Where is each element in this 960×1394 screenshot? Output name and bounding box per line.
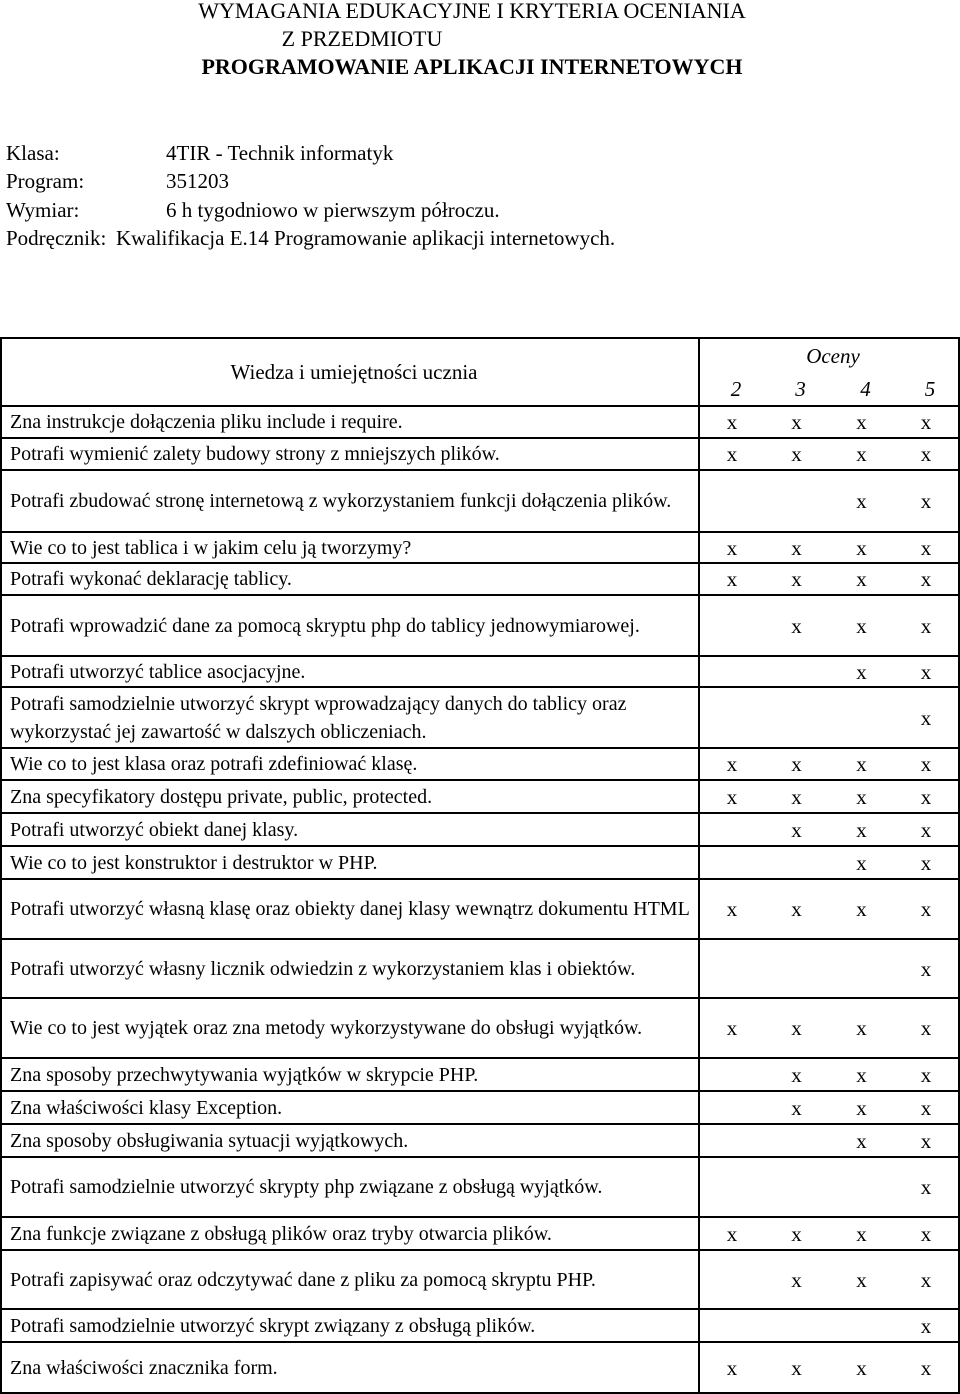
meta-program-label: Program: xyxy=(6,169,85,193)
grade-5-mark: x xyxy=(894,998,959,1058)
grade-5-header: 5 xyxy=(894,372,959,406)
grade-2-mark xyxy=(699,1058,764,1091)
requirement-text: Zna właściwości znacznika form. xyxy=(1,1342,699,1393)
grade-3-mark: x xyxy=(764,532,829,563)
table-row xyxy=(1,998,959,1058)
requirement-text: Potrafi zbudować stronę internetową z wykorzystaniem funkcji dołączenia plików. xyxy=(1,470,699,532)
grade-4-mark: x xyxy=(829,748,894,780)
requirement-text: Potrafi wymienić zalety budowy strony z mniejszych plików. xyxy=(1,438,699,470)
grade-3-mark: x xyxy=(764,1091,829,1124)
grade-3-mark xyxy=(764,687,829,748)
meta-program-value: 351203 xyxy=(166,169,229,193)
table-row xyxy=(1,939,959,998)
grade-2-mark xyxy=(699,1157,764,1217)
meta-podrecznik-label: Podręcznik: xyxy=(6,226,107,250)
requirement-text: Zna instrukcje dołączenia pliku include i require. xyxy=(1,406,699,438)
meta-klasa-value: 4TIR - Technik informatyk xyxy=(166,141,394,165)
grade-5-mark: x xyxy=(894,687,959,748)
grade-4-mark: x xyxy=(829,406,894,438)
grade-2-mark xyxy=(699,687,764,748)
grade-2-mark xyxy=(699,939,764,998)
table-row xyxy=(1,656,959,687)
requirement-text: Zna sposoby obsługiwania sytuacji wyjątkowych. xyxy=(1,1124,699,1157)
document-title-line3: PROGRAMOWANIE APLIKACJI INTERNETOWYCH xyxy=(201,54,743,79)
requirement-text: Potrafi utworzyć obiekt danej klasy. xyxy=(1,813,699,846)
grade-2-mark xyxy=(699,470,764,532)
grade-2-mark: x xyxy=(699,532,764,563)
grades-header: Oceny xyxy=(699,338,959,372)
grade-4-mark: x xyxy=(829,780,894,813)
grade-4-mark xyxy=(829,1309,894,1342)
grade-2-mark xyxy=(699,1309,764,1342)
grade-2-mark xyxy=(699,595,764,656)
requirement-text: Zna funkcje związane z obsługą plików oraz tryby otwarcia plików. xyxy=(1,1217,699,1250)
grade-2-mark: x xyxy=(699,1217,764,1250)
grade-5-mark: x xyxy=(894,1157,959,1217)
grade-4-mark: x xyxy=(829,532,894,563)
grade-2-header: 2 xyxy=(699,372,764,406)
grade-3-mark: x xyxy=(764,1058,829,1091)
table-row xyxy=(1,879,959,939)
table-row xyxy=(1,1058,959,1091)
grade-2-mark xyxy=(699,846,764,879)
grade-4-mark: x xyxy=(829,1217,894,1250)
table-row xyxy=(1,532,959,563)
grade-4-mark: x xyxy=(829,470,894,532)
grade-5-mark: x xyxy=(894,1058,959,1091)
grade-4-mark xyxy=(829,687,894,748)
grade-3-mark xyxy=(764,470,829,532)
grade-3-header: 3 xyxy=(764,372,829,406)
table-row xyxy=(1,563,959,595)
requirement-text: Potrafi utworzyć własną klasę oraz obiekty danej klasy wewnątrz dokumentu HTML xyxy=(1,879,699,939)
grade-5-mark: x xyxy=(894,1309,959,1342)
grade-3-mark: x xyxy=(764,813,829,846)
grade-4-mark: x xyxy=(829,879,894,939)
table-row xyxy=(1,1217,959,1250)
grade-5-mark: x xyxy=(894,406,959,438)
grade-5-mark: x xyxy=(894,1217,959,1250)
requirement-text: Potrafi zapisywać oraz odczytywać dane z pliku za pomocą skryptu PHP. xyxy=(1,1250,699,1309)
grade-2-mark: x xyxy=(699,780,764,813)
meta-podrecznik-value: Kwalifikacja E.14 Programowanie aplikacji internetowych. xyxy=(116,226,616,250)
grade-2-mark: x xyxy=(699,563,764,595)
grade-3-mark: x xyxy=(764,1250,829,1309)
grade-2-mark: x xyxy=(699,406,764,438)
requirement-text: Potrafi utworzyć własny licznik odwiedzin z wykorzystaniem klas i obiektów. xyxy=(1,939,699,998)
requirements-rows xyxy=(1,406,959,1393)
grade-3-mark: x xyxy=(764,595,829,656)
table-row xyxy=(1,748,959,780)
grade-3-mark: x xyxy=(764,998,829,1058)
grade-2-mark: x xyxy=(699,748,764,780)
table-row xyxy=(1,1124,959,1157)
grade-3-mark xyxy=(764,1124,829,1157)
grade-4-mark: x xyxy=(829,1124,894,1157)
grade-4-mark: x xyxy=(829,563,894,595)
table-row xyxy=(1,1157,959,1217)
table-row xyxy=(1,813,959,846)
grade-5-mark: x xyxy=(894,1342,959,1393)
requirement-text: Wie co to jest konstruktor i destruktor w PHP. xyxy=(1,846,699,879)
requirement-text: Potrafi samodzielnie utworzyć skrypt wprowadzający danych do tablicy oraz wykorzystać jej zawartość w dalszych obliczeniach. xyxy=(1,687,699,748)
requirement-text: Potrafi wprowadzić dane za pomocą skryptu php do tablicy jednowymiarowej. xyxy=(1,595,699,656)
grade-3-mark xyxy=(764,939,829,998)
document-title-line1: WYMAGANIA EDUKACYJNE I KRYTERIA OCENIANIA xyxy=(198,0,746,23)
table-row xyxy=(1,1342,959,1393)
grade-3-mark: x xyxy=(764,748,829,780)
grade-5-mark: x xyxy=(894,1250,959,1309)
grade-5-mark: x xyxy=(894,532,959,563)
meta-wymiar-label: Wymiar: xyxy=(6,198,80,222)
grade-3-mark: x xyxy=(764,879,829,939)
grade-4-mark: x xyxy=(829,1250,894,1309)
table-row xyxy=(1,1309,959,1342)
grade-4-mark xyxy=(829,939,894,998)
grade-5-mark: x xyxy=(894,563,959,595)
grade-4-header: 4 xyxy=(829,372,894,406)
requirement-text: Zna specyfikatory dostępu private, public, protected. xyxy=(1,780,699,813)
grade-3-mark: x xyxy=(764,563,829,595)
grade-4-mark: x xyxy=(829,1091,894,1124)
knowledge-column-header: Wiedza i umiejętności ucznia xyxy=(1,338,699,406)
grade-5-mark: x xyxy=(894,748,959,780)
grade-4-mark: x xyxy=(829,656,894,687)
table-row xyxy=(1,687,959,748)
grade-4-mark: x xyxy=(829,1058,894,1091)
grade-4-mark: x xyxy=(829,595,894,656)
grade-5-mark: x xyxy=(894,939,959,998)
grade-2-mark: x xyxy=(699,1342,764,1393)
grade-3-mark xyxy=(764,1157,829,1217)
table-row xyxy=(1,1091,959,1124)
grade-2-mark xyxy=(699,1091,764,1124)
requirement-text: Potrafi samodzielnie utworzyć skrypt związany z obsługą plików. xyxy=(1,1309,699,1342)
grade-5-mark: x xyxy=(894,813,959,846)
grade-4-mark: x xyxy=(829,438,894,470)
grade-2-mark xyxy=(699,1250,764,1309)
table-row xyxy=(1,595,959,656)
requirement-text: Potrafi wykonać deklarację tablicy. xyxy=(1,563,699,595)
grade-3-mark: x xyxy=(764,780,829,813)
grade-5-mark: x xyxy=(894,470,959,532)
table-row xyxy=(1,846,959,879)
grade-3-mark: x xyxy=(764,406,829,438)
requirement-text: Wie co to jest tablica i w jakim celu ją tworzymy? xyxy=(1,532,699,563)
grade-5-mark: x xyxy=(894,1124,959,1157)
meta-klasa-label: Klasa: xyxy=(6,141,60,165)
grade-3-mark xyxy=(764,656,829,687)
grade-4-mark xyxy=(829,1157,894,1217)
grade-4-mark: x xyxy=(829,1342,894,1393)
requirement-text: Wie co to jest wyjątek oraz zna metody wykorzystywane do obsługi wyjątków. xyxy=(1,998,699,1058)
grade-5-mark: x xyxy=(894,656,959,687)
table-row xyxy=(1,1250,959,1309)
grade-5-mark: x xyxy=(894,846,959,879)
grade-5-mark: x xyxy=(894,438,959,470)
grade-4-mark: x xyxy=(829,998,894,1058)
grade-2-mark xyxy=(699,813,764,846)
requirements-table xyxy=(0,337,960,1394)
requirement-text: Potrafi samodzielnie utworzyć skrypty php związane z obsługą wyjątków. xyxy=(1,1157,699,1217)
requirement-text: Potrafi utworzyć tablice asocjacyjne. xyxy=(1,656,699,687)
grade-3-mark: x xyxy=(764,1342,829,1393)
grade-5-mark: x xyxy=(894,780,959,813)
table-row xyxy=(1,780,959,813)
grade-5-mark: x xyxy=(894,1091,959,1124)
grade-5-mark: x xyxy=(894,879,959,939)
table-row xyxy=(1,406,959,438)
grade-4-mark: x xyxy=(829,813,894,846)
grade-2-mark xyxy=(699,1124,764,1157)
grade-3-mark: x xyxy=(764,1217,829,1250)
grade-2-mark xyxy=(699,656,764,687)
table-row xyxy=(1,470,959,532)
grade-2-mark: x xyxy=(699,879,764,939)
grade-4-mark: x xyxy=(829,846,894,879)
grade-5-mark: x xyxy=(894,595,959,656)
requirement-text: Zna właściwości klasy Exception. xyxy=(1,1091,699,1124)
table-row xyxy=(1,438,959,470)
grade-3-mark xyxy=(764,1309,829,1342)
grade-3-mark: x xyxy=(764,438,829,470)
document-title-line2: Z PRZEDMIOTU xyxy=(281,26,443,51)
meta-wymiar-value: 6 h tygodniowo w pierwszym półroczu. xyxy=(166,198,500,222)
requirement-text: Zna sposoby przechwytywania wyjątków w skrypcie PHP. xyxy=(1,1058,699,1091)
grade-2-mark: x xyxy=(699,438,764,470)
grade-2-mark: x xyxy=(699,998,764,1058)
requirement-text: Wie co to jest klasa oraz potrafi zdefiniować klasę. xyxy=(1,748,699,780)
grade-3-mark xyxy=(764,846,829,879)
